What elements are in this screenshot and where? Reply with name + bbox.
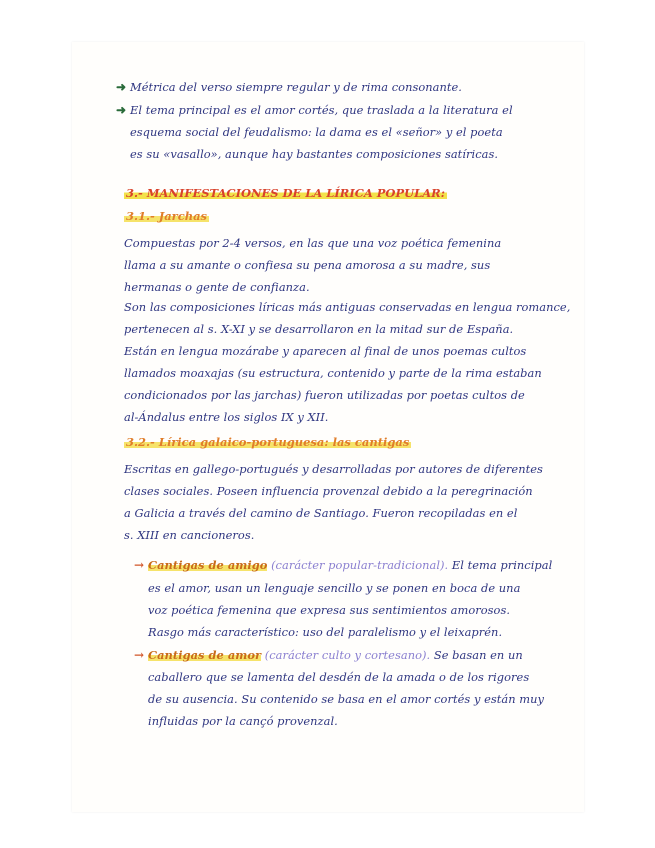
notebook-page <box>72 42 584 812</box>
subsection-heading-cantigas: 3.2.- Lírica galaico-portuguesa: las cantigas <box>126 435 410 449</box>
arrow-right-icon: → <box>134 558 145 572</box>
paragraph-line: al-Ándalus entre los siglos IX y XII. <box>124 410 329 424</box>
cantigas-amor-text: Se basan en un <box>433 648 523 662</box>
paragraph-line: s. XIII en cancioneros. <box>124 528 255 542</box>
arrow-bullet-icon: ➜ <box>116 80 127 94</box>
bullet-text: es su «vasallo», aunque hay bastantes composiciones satíricas. <box>130 147 499 161</box>
paragraph-line: Compuestas por 2-4 versos, en las que una voz poética femenina <box>124 236 502 250</box>
cantigas-amigo-line <box>148 558 552 572</box>
bullet-text: Métrica del verso siempre regular y de rima consonante. <box>130 80 462 94</box>
cantigas-amor-paren: (carácter culto y cortesano). <box>264 648 431 662</box>
paragraph-line: clases sociales. Poseen influencia provenzal debido a la peregrinación <box>124 484 533 498</box>
cantigas-amor-line <box>148 648 523 662</box>
arrow-bullet-icon: ➜ <box>116 103 127 117</box>
paragraph-line: a Galicia a través del camino de Santiago. Fueron recopiladas en el <box>124 506 518 520</box>
section-heading: 3.- MANIFESTACIONES DE LA LÍRICA POPULAR: <box>126 186 445 200</box>
paragraph-line: influidas por la cançó provenzal. <box>148 714 338 728</box>
paragraph-line: Están en lengua mozárabe y aparecen al final de unos poemas cultos <box>124 344 527 358</box>
paragraph-line: de su ausencia. Su contenido se basa en el amor cortés y están muy <box>148 692 545 706</box>
subsection-heading-jarchas: 3.1.- Jarchas <box>126 209 208 223</box>
paragraph-line: caballero que se lamenta del desdén de la amada o de los rigores <box>148 670 530 684</box>
cantigas-amigo-paren: (carácter popular-tradicional). <box>271 558 449 572</box>
paragraph-line: llama a su amante o confiesa su pena amorosa a su madre, sus <box>124 258 491 272</box>
paragraph-line: pertenecen al s. X-XI y se desarrollaron en la mitad sur de España. <box>124 322 514 336</box>
paragraph-line: Escritas en gallego-portugués y desarrolladas por autores de diferentes <box>124 462 543 476</box>
paragraph-line: Rasgo más característico: uso del paralelismo y el leixaprén. <box>148 625 503 639</box>
bullet-text: esquema social del feudalismo: la dama es el «señor» y el poeta <box>130 125 503 139</box>
paragraph-line: es el amor, usan un lenguaje sencillo y se ponen en boca de una <box>148 581 521 595</box>
paragraph-line: Son las composiciones líricas más antiguas conservadas en lengua romance, <box>124 300 571 314</box>
paragraph-line: condicionados por las jarchas) fueron utilizadas por poetas cultos de <box>124 388 525 402</box>
arrow-right-icon: → <box>134 648 145 662</box>
paragraph-line: voz poética femenina que expresa sus sentimientos amorosos. <box>148 603 511 617</box>
cantigas-amigo-title: Cantigas de amigo <box>148 558 268 572</box>
cantigas-amor-title: Cantigas de amor <box>148 648 262 662</box>
bullet-text: El tema principal es el amor cortés, que traslada a la literatura el <box>130 103 513 117</box>
paragraph-line: hermanas o gente de confianza. <box>124 280 310 294</box>
cantigas-amigo-text: El tema principal <box>451 558 553 572</box>
paragraph-line: llamados moaxajas (su estructura, contenido y parte de la rima estaban <box>124 366 542 380</box>
